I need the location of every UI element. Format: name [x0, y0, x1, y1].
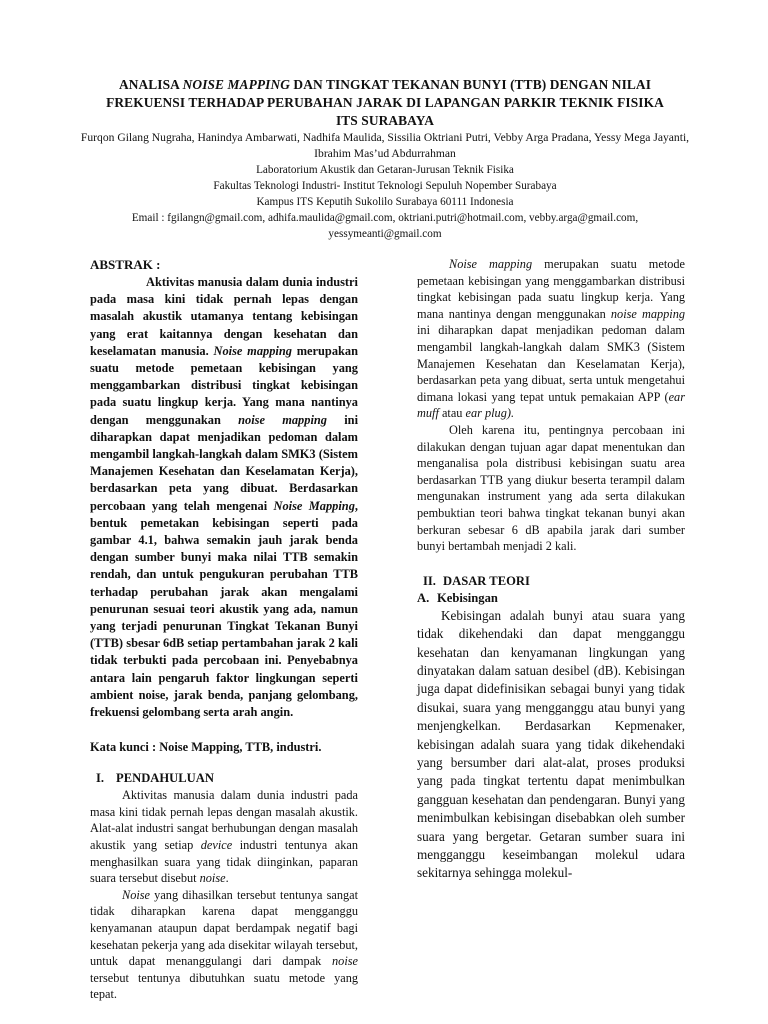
para-text: atau — [438, 406, 466, 421]
para-term: noise — [199, 871, 226, 886]
section-number: I. — [96, 771, 105, 786]
para-text: Aktivitas manusia dalam dunia industri pada masa kini tidak pernah lepas dengan masalah akustik. Alat-alat industri sangat berhubungan dengan masalah akustik yang setiap — [90, 788, 358, 853]
intro-paragraph-3 — [417, 256, 685, 422]
para-text: yang dihasilkan tersebut tentunya sangat tidak diharapkan karena dapat mengganggu kenyamanan ataupun dapat berdampak negatif bagi kesehatan pekerja yang ada disekitar wilayah tersebut, untuk dapat menanggulangi dari dampak — [90, 887, 358, 969]
section-number: II. — [423, 573, 436, 588]
section-title: PENDAHULUAN — [116, 771, 214, 786]
intro-paragraph-2 — [90, 887, 358, 1003]
abstract-body — [90, 274, 358, 721]
keywords: Kata kunci : Noise Mapping, TTB, industri. — [90, 740, 322, 755]
para-text: . — [225, 871, 229, 886]
theory-paragraph-1: Kebisingan adalah bunyi atau suara yang tidak dikehendaki dan dapat mengganggu kesehatan dan kenyamanan lingkungan yang dinyatakan dalam satuan desibel (dB). Kebisingan juga dapat didefinisikan sebagai bunyi yang tidak disukai, suara yang mengganggu atau bunyi yang menjengkelkan. Berdasarkan Kepmenaker, kebisingan adalah suara yang tidak dikehendaki yang bersumber dari alat-alat, proses produksi yang pada tingkat tertentu dapat menimbulkan gangguan kesehatan dan pendengaran. Bunyi yang menimbulkan kebisingan disebabkan oleh sumber suara yang bergetar. Getaran sumber suara ini mengganggu keseimbangan molekul udara sekitarnya sehingga molekul- — [417, 607, 685, 881]
para-text: merupakan suatu metode pemetaan kebisingan yang menggambarkan distribusi tingkat kebisingan pada suatu lingkup kerja. Yang mana nantinya dengan menggunakan — [417, 257, 685, 321]
section-heading-theory — [417, 573, 685, 590]
paper-header — [80, 76, 690, 242]
abstract-text: Aktivitas manusia dalam dunia industri pada masa kini tidak pernah lepas dengan masalah akustik utamanya tentang kebisingan yang erat kaitannya dengan kesehatan dan keselamatan manusia. — [90, 275, 358, 358]
intro-paragraph-4: Oleh karena itu, pentingnya percobaan ini dilakukan dengan tujuan agar dapat menentukan dan menganalisa pola distribusi kebisingan suatu area berdasarkan TTB yang diukur beserta terampil dalam mengunakan instrument yang ada serta dilakukan pembuktian teori bahwa tingkat tekanan bunyi akan berkuran sebesar 6 dB apabila jarak dari sumber bunyi bertambah menjadi 2 kali. — [417, 422, 685, 554]
para-term: ear plug). — [465, 406, 515, 421]
para-term: ear muff — [417, 389, 685, 421]
affiliation-lab: Laboratorium Akustik dan Getaran-Jurusan Teknik Fisika — [256, 164, 514, 176]
para-text: ini diharapkan dapat menjadikan pedoman dalam mengambil langkah-langkah dalam SMK3 (Sistem Manajemen Kesehatan dan Keselamatan Kerja), berdasarkan peta yang dibuat, serta untuk mengetahui dimana lokasi yang tepat untuk pemakaian APP ( — [417, 323, 685, 404]
abstract-text: ini diharapkan dapat menjadikan pedoman dalam mengambil langkah-langkah dalam SMK3 (Sistem Manajemen Kesehatan dan Keselamatan Kerja), berdasarkan peta yang dibuat. Berdasarkan percobaan yang telah mengenai — [90, 412, 359, 513]
para-term: noise mapping — [610, 306, 685, 321]
abstract-term: Noise Mapping — [273, 498, 355, 513]
subsection-title: Kebisingan — [437, 590, 498, 605]
abstract-term: Noise mapping — [213, 343, 292, 358]
section-heading-introduction — [90, 770, 358, 787]
abstract-heading: ABSTRAK : — [90, 257, 161, 272]
subsection-number: A. — [417, 590, 430, 605]
title-text: ANALISA — [118, 77, 183, 92]
abstract-term: noise mapping — [238, 412, 327, 427]
section-title: DASAR TEORI — [443, 573, 530, 588]
title-text: DAN TINGKAT TEKANAN BUNYI (TTB) DENGAN NILAI — [289, 77, 652, 92]
affiliation-address: Kampus ITS Keputih Sukolilo Surabaya 60111 Indonesia — [256, 196, 514, 208]
left-column — [90, 256, 358, 1003]
para-term: noise — [332, 954, 358, 969]
title-line-2: FREKUENSI TERHADAP PERUBAHAN JARAK DI LAPANGAN PARKIR TEKNIK FISIKA — [106, 95, 664, 110]
title-line-1 — [80, 76, 690, 94]
abstract-text: , bentuk pemetakan kebisingan seperti pada gambar 4.1, bahwa semakin jauh jarak benda dengan sumber bunyi maka nilai TTB semakin rendah, dan untuk pengukuran perubahan TTB terhadap perubahan jarak akan mengalami penurunan sesuai teori akustik yang ada, namun yang terjadi penurunan Tingkat Tekanan Bunyi (TTB) sbesar 6dB setiap pertambahan jarak 2 kali tidak terbukti pada percobaan ini. Penyebabnya antara lain pengaruh faktor lingkungan seperti ambient noise, jarak benda, panjang gelombang, frekuensi gelombang serta arah angin. — [90, 498, 358, 720]
para-term: Noise — [122, 887, 151, 902]
affiliation — [80, 162, 690, 242]
intro-paragraph-1 — [90, 787, 358, 887]
affiliation-faculty: Fakultas Teknologi Industri- Institut Teknologi Sepuluh Nopember Surabaya — [213, 180, 557, 192]
para-term: Noise mapping — [449, 257, 533, 271]
title-line-3: ITS SURABAYA — [335, 113, 435, 128]
subsection-heading-kebisingan — [417, 590, 685, 607]
right-column — [417, 256, 685, 883]
title-italic: NOISE MAPPING — [182, 77, 290, 92]
author-list: Furqon Gilang Nugraha, Hanindya Ambarwati, Nadhifa Maulida, Sissilia Oktriani Putri, Vebby Arga Pradana, Yessy Mega Jayanti, Ibrahim Mas’ud Abdurrahman — [80, 131, 690, 160]
affiliation-emails: Email : fgilangn@gmail.com, adhifa.maulida@gmail.com, oktriani.putri@hotmail.com, vebby.arga@gmail.com, yessymeanti@gmail.com — [131, 212, 639, 240]
para-term: device — [200, 838, 233, 853]
para-text: industri tentunya akan menghasilkan suara yang tidak diinginkan, paparan suara tersebut disebut — [90, 838, 358, 886]
abstract-text: merupakan suatu metode pemetaan kebisingan yang menggambarkan distribusi tingkat kebisingan pada suatu lingkup kerja. Yang mana nantinya dengan menggunakan — [90, 343, 358, 427]
para-text: tersebut tentunya dibutuhkan suatu metode yang tepat. — [90, 970, 358, 1002]
paper-title — [80, 76, 690, 130]
